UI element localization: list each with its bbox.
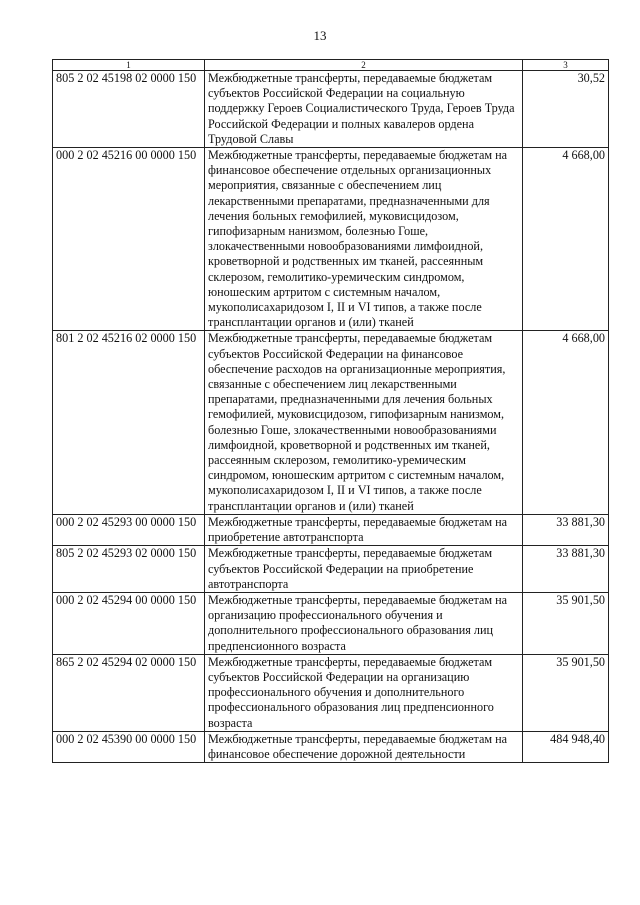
transfer-description: Межбюджетные трансферты, передаваемые бюджетам на организацию профессионального обучения и дополнительного профессионального образования лиц предпенсионного возраста <box>205 592 523 654</box>
column-header-code: 1 <box>53 60 205 71</box>
table-row <box>53 546 609 593</box>
amount-value: 33 881,30 <box>523 546 609 593</box>
table-row <box>53 514 609 545</box>
budget-code: 000 2 02 45390 00 0000 150 <box>53 731 205 762</box>
amount-value: 484 948,40 <box>523 731 609 762</box>
table-row <box>53 148 609 331</box>
amount-value: 4 668,00 <box>523 331 609 514</box>
column-header-amount: 3 <box>523 60 609 71</box>
table-row <box>53 71 609 148</box>
table-row <box>53 654 609 731</box>
budget-code: 805 2 02 45198 02 0000 150 <box>53 71 205 148</box>
page-number: 13 <box>313 28 327 43</box>
table-row <box>53 592 609 654</box>
budget-code: 000 2 02 45216 00 0000 150 <box>53 148 205 331</box>
budget-code: 000 2 02 45293 00 0000 150 <box>53 514 205 545</box>
budget-code: 801 2 02 45216 02 0000 150 <box>53 331 205 514</box>
column-header-name: 2 <box>205 60 523 71</box>
amount-value: 30,52 <box>523 71 609 148</box>
budget-code: 000 2 02 45294 00 0000 150 <box>53 592 205 654</box>
amount-value: 35 901,50 <box>523 592 609 654</box>
amount-value: 33 881,30 <box>523 514 609 545</box>
transfer-description: Межбюджетные трансферты, передаваемые бюджетам субъектов Российской Федерации на финансовое обеспечение расходов на организационные мероприятия, связанные с обеспечением лиц лекарственными препаратами, предназначенными для лечения больных гемофилией, муковисцидозом, гипофизарным нанизмом, болезнью Гоше, злокачественными новообразованиями лимфоидной, кроветворной и родственных им тканей, рассеянным склерозом, гемолитико-уремическим синдромом, юношеским артритом с системным началом, мукополисахаридозом I, II и VI типов, а также после трансплантации органов и (или) тканей <box>205 331 523 514</box>
transfer-description: Межбюджетные трансферты, передаваемые бюджетам на финансовое обеспечение дорожной деятельности <box>205 731 523 762</box>
table-row <box>53 731 609 762</box>
transfer-description: Межбюджетные трансферты, передаваемые бюджетам субъектов Российской Федерации на организацию профессионального обучения и дополнительного профессионального образования лиц предпенсионного возраста <box>205 654 523 731</box>
transfer-description: Межбюджетные трансферты, передаваемые бюджетам субъектов Российской Федерации на социальную поддержку Героев Социалистического Труда, Героев Труда Российской Федерации и полных кавалеров ордена Трудовой Славы <box>205 71 523 148</box>
budget-code: 865 2 02 45294 02 0000 150 <box>53 654 205 731</box>
transfer-description: Межбюджетные трансферты, передаваемые бюджетам на финансовое обеспечение отдельных организационных мероприятия, связанные с обеспечением лиц лекарственными препаратами, предназначенными для лечения больных гемофилией, муковисцидозом, гипофизарным нанизмом, болезнью Гоше, злокачественными новообразованиями лимфоидной, кроветворной и родственных им тканей, рассеянным склерозом, гемолитико-уремическим синдромом, юношеским артритом с системным началом, мукополисахаридозом I, II и VI типов, а также после трансплантации органов и (или) тканей <box>205 148 523 331</box>
table-header-row <box>53 60 609 71</box>
table-row <box>53 331 609 514</box>
transfer-description: Межбюджетные трансферты, передаваемые бюджетам на приобретение автотранспорта <box>205 514 523 545</box>
transfer-description: Межбюджетные трансферты, передаваемые бюджетам субъектов Российской Федерации на приобретение автотранспорта <box>205 546 523 593</box>
budget-code: 805 2 02 45293 02 0000 150 <box>53 546 205 593</box>
budget-table <box>52 59 609 763</box>
amount-value: 4 668,00 <box>523 148 609 331</box>
amount-value: 35 901,50 <box>523 654 609 731</box>
